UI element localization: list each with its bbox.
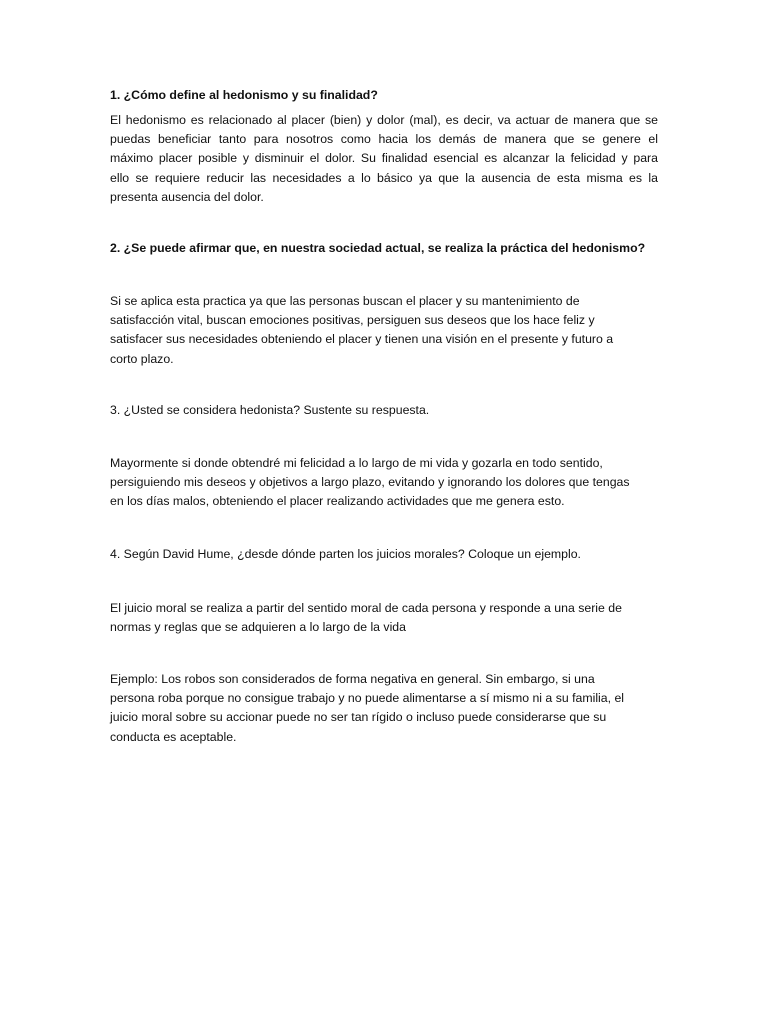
answer-2-line: corto plazo. xyxy=(110,351,174,366)
answer-1-line: presenta ausencia del dolor. xyxy=(110,189,264,204)
answer-2-line: Si se aplica esta practica ya que las personas buscan el placer y su mantenimiento de xyxy=(110,294,580,308)
question-2-heading: 2. ¿Se puede afirmar que, en nuestra sociedad actual, se realiza la práctica del hedonismo? xyxy=(110,241,646,255)
answer-4-line: normas y reglas que se adquieren a lo largo de la vida xyxy=(110,620,406,635)
answer-4-paragraph xyxy=(110,599,658,637)
question-3-heading: 3. ¿Usted se considera hedonista? Sustente su respuesta. xyxy=(110,403,430,417)
answer-3-line: en los días malos, obteniendo el placer realizando actividades que me genera esto. xyxy=(110,494,565,509)
answer-4-example-paragraph xyxy=(110,670,658,747)
answer-2-line: satisfacción vital, buscan emociones positivas, persiguen sus deseos que los hace feliz y xyxy=(110,313,595,328)
answer-1-paragraph xyxy=(110,111,658,207)
answer-3-line: persiguiendo mis deseos y objetivos a largo plazo, evitando y ignorando los dolores que tengas xyxy=(110,475,630,490)
question-4-heading: 4. Según David Hume, ¿desde dónde parten los juicios morales? Coloque un ejemplo. xyxy=(110,547,581,561)
example-line: juicio moral sobre su accionar puede no ser tan rígido o incluso puede considerarse que su xyxy=(110,710,607,725)
answer-2-line: satisfacer sus necesidades obteniendo el placer y tienen una visión en el presente y futuro a xyxy=(110,332,614,347)
example-line: Ejemplo: Los robos son considerados de forma negativa en general. Sin embargo, si una xyxy=(110,672,595,686)
answer-2-paragraph xyxy=(110,292,658,369)
answer-1-line: El hedonismo es relacionado al placer (bien) y dolor (mal), es decir, va actuar de manera que se xyxy=(110,113,658,127)
answer-3-paragraph xyxy=(110,454,658,512)
question-1-heading: 1. ¿Cómo define al hedonismo y su finalidad? xyxy=(110,88,378,102)
answer-3-line: Mayormente si donde obtendré mi felicidad a lo largo de mi vida y gozarla en todo sentido, xyxy=(110,456,603,470)
answer-1-line: máximo placer posible y disminuir el dolor. Su finalidad esencial es alcanzar la felicidad y para xyxy=(110,151,658,166)
answer-1-line: puedas beneficiar tanto para nosotros como hacia los demás de manera que se genere el xyxy=(110,132,658,147)
answer-1-line: ello se requiere reducir las necesidades a lo básico ya que la ausencia de esta misma es la xyxy=(110,170,658,185)
example-line: persona roba porque no consigue trabajo y no puede alimentarse a sí mismo ni a su familia, el xyxy=(110,691,625,706)
answer-4-line: El juicio moral se realiza a partir del sentido moral de cada persona y responde a una serie de xyxy=(110,601,622,615)
example-line: conducta es aceptable. xyxy=(110,729,237,744)
